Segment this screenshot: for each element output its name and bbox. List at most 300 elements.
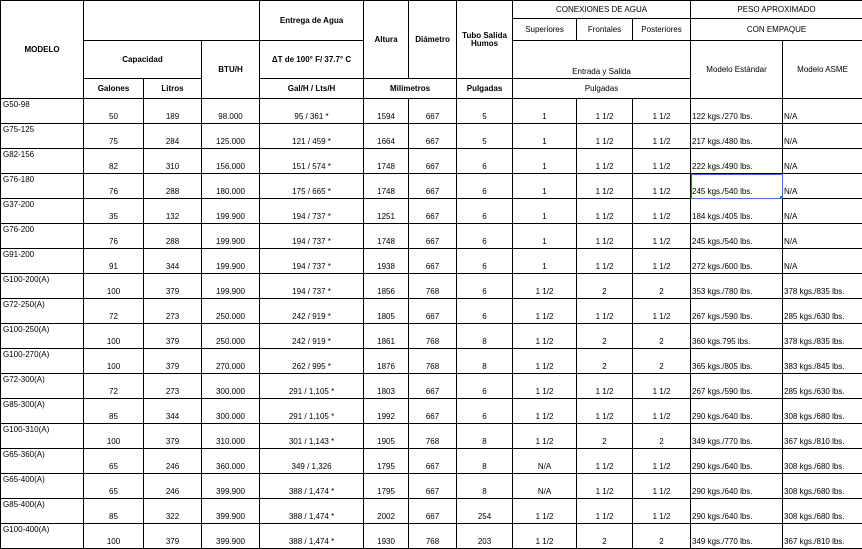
cell-modelo[interactable]: G37-200 [1, 199, 84, 224]
header-diametro[interactable] [409, 1, 457, 79]
cell-modelo[interactable]: G85-300(A) [1, 399, 84, 424]
table-row [1, 199, 862, 224]
header-estandar-label: Modelo Estándar [706, 65, 766, 74]
header-capacidad[interactable] [84, 41, 202, 79]
cell-tubo[interactable]: 8 [457, 349, 513, 374]
cell-btu[interactable]: 300.000 [202, 374, 260, 399]
cell-tubo[interactable]: 6 [457, 249, 513, 274]
cell-estandar[interactable]: 360 kgs.795 lbs. [691, 324, 783, 349]
cell-altura[interactable]: 1795 [364, 474, 409, 499]
cell-estandar[interactable]: 290 kgs./640 lbs. [691, 499, 783, 524]
cell-posteriores[interactable]: 1 1/2 [633, 499, 691, 524]
cell-superiores[interactable]: 1 1/2 [513, 524, 577, 549]
cell-frontales[interactable]: 1 1/2 [577, 149, 633, 174]
header-milimetros-label: Milímetros [390, 84, 430, 93]
cell-estandar[interactable]: 349 kgs./770 lbs. [691, 524, 783, 549]
table-row [1, 99, 862, 124]
cell-altura[interactable]: 1856 [364, 274, 409, 299]
header-entrada-salida-label: Entrada y Salida [572, 67, 631, 76]
header-asme-label: Modelo ASME [797, 65, 848, 74]
table-row [1, 424, 862, 449]
cell-btu[interactable]: 250.000 [202, 299, 260, 324]
cell-modelo[interactable]: G65-360(A) [1, 449, 84, 474]
cell-superiores[interactable]: 1 1/2 [513, 424, 577, 449]
cell-posteriores[interactable]: 1 1/2 [633, 224, 691, 249]
cell-tubo[interactable]: 254 [457, 499, 513, 524]
cell-posteriores[interactable]: 1 1/2 [633, 199, 691, 224]
cell-modelo[interactable]: G85-400(A) [1, 499, 84, 524]
cell-entrega[interactable]: 194 / 737 * [260, 224, 364, 249]
cell-galones[interactable]: 100 [84, 424, 144, 449]
header-litros-label: Litros [161, 84, 183, 93]
cell-tubo[interactable]: 6 [457, 374, 513, 399]
cell-litros[interactable]: 288 [144, 224, 202, 249]
cell-superiores[interactable]: 1 [513, 249, 577, 274]
cell-entrega[interactable]: 291 / 1,105 * [260, 374, 364, 399]
cell-diametro[interactable]: 768 [409, 424, 457, 449]
header-delta[interactable] [260, 41, 364, 79]
cell-posteriores[interactable]: 1 1/2 [633, 399, 691, 424]
cell-diametro[interactable]: 667 [409, 299, 457, 324]
cell-altura[interactable]: 1748 [364, 224, 409, 249]
cell-galones[interactable]: 82 [84, 149, 144, 174]
cell-btu[interactable]: 98.000 [202, 99, 260, 124]
cell-tubo[interactable]: 8 [457, 424, 513, 449]
header-peso-label: PESO APROXIMADO [737, 5, 815, 14]
cell-entrega[interactable]: 262 / 995 * [260, 349, 364, 374]
cell-tubo[interactable]: 6 [457, 224, 513, 249]
cell-modelo[interactable]: G72-300(A) [1, 374, 84, 399]
cell-asme[interactable]: N/A [783, 124, 862, 149]
cell-modelo[interactable]: G100-310(A) [1, 424, 84, 449]
table-row [1, 224, 862, 249]
cell-btu[interactable]: 399.900 [202, 524, 260, 549]
cell-altura[interactable]: 1930 [364, 524, 409, 549]
cell-estandar[interactable]: 267 kgs./590 lbs. [691, 374, 783, 399]
cell-galones[interactable]: 100 [84, 349, 144, 374]
cell-posteriores[interactable]: 2 [633, 324, 691, 349]
cell-estandar[interactable]: 245 kgs./540 lbs. [691, 174, 783, 199]
table-row [1, 149, 862, 174]
table-row [1, 399, 862, 424]
cell-estandar[interactable]: 290 kgs./640 lbs. [691, 399, 783, 424]
cell-posteriores[interactable]: 1 1/2 [633, 249, 691, 274]
header-conexiones-label: CONEXIONES DE AGUA [556, 5, 647, 14]
cell-litros[interactable]: 288 [144, 174, 202, 199]
cell-galones[interactable]: 76 [84, 174, 144, 199]
cell-modelo[interactable]: G50-98 [1, 99, 84, 124]
cell-asme[interactable]: 308 kgs./680 lbs. [783, 499, 862, 524]
cell-altura[interactable]: 1748 [364, 174, 409, 199]
cell-estandar[interactable]: 222 kgs./490 lbs. [691, 149, 783, 174]
cell-altura[interactable]: 1861 [364, 324, 409, 349]
cell-altura[interactable]: 1664 [364, 124, 409, 149]
table-row [1, 374, 862, 399]
cell-btu[interactable]: 199.900 [202, 249, 260, 274]
cell-estandar[interactable]: 217 kgs./480 lbs. [691, 124, 783, 149]
cell-modelo[interactable]: G100-270(A) [1, 349, 84, 374]
cell-posteriores[interactable]: 1 1/2 [633, 174, 691, 199]
cell-posteriores[interactable]: 1 1/2 [633, 374, 691, 399]
table-row [1, 299, 862, 324]
cell-litros[interactable]: 379 [144, 349, 202, 374]
cell-asme[interactable]: 367 kgs./810 lbs. [783, 424, 862, 449]
cell-asme[interactable]: 378 kgs./835 lbs. [783, 324, 862, 349]
cell-diametro[interactable]: 768 [409, 524, 457, 549]
cell-entrega[interactable]: 242 / 919 * [260, 299, 364, 324]
cell-galones[interactable]: 72 [84, 374, 144, 399]
cell-tubo[interactable]: 203 [457, 524, 513, 549]
cell-modelo[interactable]: G65-400(A) [1, 474, 84, 499]
header-tubo-label: Tubo Salida Humos [462, 31, 507, 48]
cell-litros[interactable]: 310 [144, 149, 202, 174]
cell-altura[interactable]: 1992 [364, 399, 409, 424]
header-altura-label: Altura [374, 35, 397, 44]
cell-estandar[interactable]: 290 kgs./640 lbs. [691, 449, 783, 474]
header-gal-lts-label: Gal/H / Lts/H [288, 84, 336, 93]
cell-entrega[interactable]: 242 / 919 * [260, 324, 364, 349]
cell-tubo[interactable]: 5 [457, 124, 513, 149]
cell-btu[interactable]: 399.900 [202, 474, 260, 499]
cell-galones[interactable]: 65 [84, 449, 144, 474]
header-pulgadas2[interactable] [513, 79, 691, 99]
cell-litros[interactable]: 344 [144, 249, 202, 274]
cell-litros[interactable]: 246 [144, 449, 202, 474]
cell-entrega[interactable]: 194 / 737 * [260, 249, 364, 274]
header-modelo-label: MODELO [24, 45, 59, 54]
cell-galones[interactable]: 50 [84, 99, 144, 124]
cell-btu[interactable]: 156.000 [202, 149, 260, 174]
cell-diametro[interactable]: 667 [409, 174, 457, 199]
cell-estandar[interactable]: 290 kgs./640 lbs. [691, 474, 783, 499]
cell-frontales[interactable]: 1 1/2 [577, 374, 633, 399]
cell-galones[interactable]: 85 [84, 399, 144, 424]
header-blank[interactable] [84, 1, 260, 41]
header-pulgadas2-label: Pulgadas [585, 84, 618, 93]
cell-galones[interactable]: 76 [84, 224, 144, 249]
header-posteriores-label: Posteriores [641, 25, 681, 34]
cell-litros[interactable]: 344 [144, 399, 202, 424]
cell-litros[interactable]: 322 [144, 499, 202, 524]
cell-btu[interactable]: 125.000 [202, 124, 260, 149]
cell-frontales[interactable]: 1 1/2 [577, 299, 633, 324]
cell-asme[interactable]: 285 kgs./630 lbs. [783, 374, 862, 399]
cell-diametro[interactable]: 667 [409, 374, 457, 399]
header-asme[interactable] [783, 41, 862, 99]
cell-frontales[interactable]: 1 1/2 [577, 474, 633, 499]
cell-superiores[interactable]: 1 1/2 [513, 349, 577, 374]
cell-entrega[interactable]: 194 / 737 * [260, 199, 364, 224]
cell-diametro[interactable]: 667 [409, 449, 457, 474]
cell-diametro[interactable]: 667 [409, 399, 457, 424]
cell-tubo[interactable]: 6 [457, 174, 513, 199]
cell-superiores[interactable]: N/A [513, 449, 577, 474]
header-delta-label: ΔT de 100° F/ 37.7° C [272, 55, 351, 64]
cell-entrega[interactable]: 194 / 737 * [260, 274, 364, 299]
header-milimetros[interactable] [364, 79, 457, 99]
cell-entrega[interactable]: 388 / 1,474 * [260, 524, 364, 549]
header-modelo[interactable] [1, 1, 84, 99]
cell-altura[interactable]: 2002 [364, 499, 409, 524]
cell-btu[interactable]: 360.000 [202, 449, 260, 474]
cell-litros[interactable]: 379 [144, 324, 202, 349]
cell-galones[interactable]: 65 [84, 474, 144, 499]
cell-asme[interactable]: 285 kgs./630 lbs. [783, 299, 862, 324]
cell-galones[interactable]: 100 [84, 324, 144, 349]
header-btu[interactable] [202, 41, 260, 99]
cell-diametro[interactable]: 667 [409, 249, 457, 274]
cell-tubo[interactable]: 5 [457, 99, 513, 124]
cell-estandar[interactable]: 365 kgs./805 lbs. [691, 349, 783, 374]
table-row [1, 474, 862, 499]
cell-frontales[interactable]: 2 [577, 349, 633, 374]
header-empaque-label: CON EMPAQUE [747, 25, 806, 34]
cell-frontales[interactable]: 1 1/2 [577, 224, 633, 249]
cell-estandar[interactable]: 349 kgs./770 lbs. [691, 424, 783, 449]
cell-tubo[interactable]: 8 [457, 474, 513, 499]
header-altura[interactable] [364, 1, 409, 79]
cell-entrega[interactable]: 388 / 1,474 * [260, 474, 364, 499]
cell-asme[interactable]: 383 kgs./845 lbs. [783, 349, 862, 374]
header-gal-lts[interactable] [260, 79, 364, 99]
table-body [1, 99, 862, 549]
cell-asme[interactable]: 308 kgs./680 lbs. [783, 449, 862, 474]
cell-diametro[interactable]: 667 [409, 499, 457, 524]
cell-estandar[interactable]: 353 kgs./780 lbs. [691, 274, 783, 299]
cell-estandar[interactable]: 267 kgs./590 lbs. [691, 299, 783, 324]
table-row [1, 524, 862, 549]
cell-posteriores[interactable]: 1 1/2 [633, 149, 691, 174]
cell-asme[interactable]: 308 kgs./680 lbs. [783, 399, 862, 424]
cell-altura[interactable]: 1748 [364, 149, 409, 174]
header-posteriores[interactable] [633, 19, 691, 41]
cell-superiores[interactable]: 1 [513, 99, 577, 124]
cell-superiores[interactable]: N/A [513, 474, 577, 499]
header-peso[interactable] [691, 1, 862, 19]
cell-asme[interactable]: N/A [783, 99, 862, 124]
cell-diametro[interactable]: 667 [409, 149, 457, 174]
cell-frontales[interactable]: 1 1/2 [577, 124, 633, 149]
cell-entrega[interactable]: 151 / 574 * [260, 149, 364, 174]
table-row [1, 449, 862, 474]
cell-posteriores[interactable]: 1 1/2 [633, 474, 691, 499]
cell-posteriores[interactable]: 1 1/2 [633, 299, 691, 324]
cell-litros[interactable]: 246 [144, 474, 202, 499]
cell-modelo[interactable]: G91-200 [1, 249, 84, 274]
cell-frontales[interactable]: 1 1/2 [577, 249, 633, 274]
cell-galones[interactable]: 100 [84, 524, 144, 549]
header-tubo[interactable] [457, 1, 513, 79]
table-row [1, 274, 862, 299]
cell-superiores[interactable]: 1 1/2 [513, 274, 577, 299]
cell-btu[interactable]: 310.000 [202, 424, 260, 449]
cell-posteriores[interactable]: 2 [633, 424, 691, 449]
cell-modelo[interactable]: G82-156 [1, 149, 84, 174]
cell-estandar[interactable]: 272 kgs./600 lbs. [691, 249, 783, 274]
cell-entrega[interactable]: 349 / 1,326 [260, 449, 364, 474]
cell-diametro[interactable]: 667 [409, 224, 457, 249]
cell-posteriores[interactable]: 2 [633, 349, 691, 374]
header-pulgadas[interactable] [457, 79, 513, 99]
cell-asme[interactable]: N/A [783, 174, 862, 199]
cell-modelo[interactable]: G100-250(A) [1, 324, 84, 349]
header-galones[interactable] [84, 79, 144, 99]
cell-litros[interactable]: 132 [144, 199, 202, 224]
cell-galones[interactable]: 75 [84, 124, 144, 149]
cell-litros[interactable]: 189 [144, 99, 202, 124]
table-row [1, 249, 862, 274]
cell-altura[interactable]: 1876 [364, 349, 409, 374]
header-diametro-label: Diámetro [415, 35, 450, 44]
table-row [1, 349, 862, 374]
cell-galones[interactable]: 72 [84, 299, 144, 324]
cell-altura[interactable]: 1795 [364, 449, 409, 474]
cell-tubo[interactable]: 6 [457, 299, 513, 324]
cell-galones[interactable]: 85 [84, 499, 144, 524]
cell-frontales[interactable]: 1 1/2 [577, 449, 633, 474]
cell-frontales[interactable]: 2 [577, 324, 633, 349]
cell-litros[interactable]: 379 [144, 274, 202, 299]
cell-galones[interactable]: 91 [84, 249, 144, 274]
cell-modelo[interactable]: G75-125 [1, 124, 84, 149]
cell-btu[interactable]: 250.000 [202, 324, 260, 349]
cell-superiores[interactable]: 1 1/2 [513, 374, 577, 399]
cell-posteriores[interactable]: 2 [633, 274, 691, 299]
header-entrega-label: Entrega de Agua [280, 16, 343, 25]
cell-litros[interactable]: 379 [144, 524, 202, 549]
cell-btu[interactable]: 300.000 [202, 399, 260, 424]
header-superiores-label: Superiores [525, 25, 564, 34]
cell-btu[interactable]: 199.900 [202, 274, 260, 299]
cell-asme[interactable]: 308 kgs./680 lbs. [783, 474, 862, 499]
cell-frontales[interactable]: 1 1/2 [577, 174, 633, 199]
cell-btu[interactable]: 399.900 [202, 499, 260, 524]
cell-estandar[interactable]: 245 kgs./540 lbs. [691, 224, 783, 249]
cell-modelo[interactable]: G100-400(A) [1, 524, 84, 549]
cell-altura[interactable]: 1251 [364, 199, 409, 224]
cell-btu[interactable]: 180.000 [202, 174, 260, 199]
cell-altura[interactable]: 1594 [364, 99, 409, 124]
cell-modelo[interactable]: G76-200 [1, 224, 84, 249]
cell-diametro[interactable]: 667 [409, 199, 457, 224]
cell-superiores[interactable]: 1 1/2 [513, 399, 577, 424]
cell-entrega[interactable]: 121 / 459 * [260, 124, 364, 149]
cell-modelo[interactable]: G100-200(A) [1, 274, 84, 299]
cell-entrega[interactable]: 95 / 361 * [260, 99, 364, 124]
cell-frontales[interactable]: 1 1/2 [577, 199, 633, 224]
cell-frontales[interactable]: 2 [577, 524, 633, 549]
cell-litros[interactable]: 273 [144, 374, 202, 399]
cell-btu[interactable]: 199.900 [202, 199, 260, 224]
cell-estandar[interactable]: 184 kgs./405 lbs. [691, 199, 783, 224]
cell-asme[interactable]: 367 kgs./810 lbs. [783, 524, 862, 549]
cell-entrega[interactable]: 301 / 1,143 * [260, 424, 364, 449]
table-row [1, 124, 862, 149]
cell-litros[interactable]: 284 [144, 124, 202, 149]
cell-litros[interactable]: 379 [144, 424, 202, 449]
cell-btu[interactable]: 270.000 [202, 349, 260, 374]
cell-asme[interactable]: N/A [783, 249, 862, 274]
cell-altura[interactable]: 1905 [364, 424, 409, 449]
cell-tubo[interactable]: 6 [457, 399, 513, 424]
header-superiores[interactable] [513, 19, 577, 41]
cell-superiores[interactable]: 1 1/2 [513, 299, 577, 324]
cell-superiores[interactable]: 1 [513, 174, 577, 199]
cell-galones[interactable]: 35 [84, 199, 144, 224]
cell-entrega[interactable]: 175 / 665 * [260, 174, 364, 199]
cell-frontales[interactable]: 2 [577, 274, 633, 299]
cell-tubo[interactable]: 8 [457, 324, 513, 349]
header-btu-label: BTU/H [218, 65, 242, 74]
cell-litros[interactable]: 273 [144, 299, 202, 324]
cell-diametro[interactable]: 768 [409, 274, 457, 299]
cell-asme[interactable]: N/A [783, 224, 862, 249]
cell-diametro[interactable]: 667 [409, 124, 457, 149]
header-pulgadas-label: Pulgadas [467, 84, 503, 93]
cell-diametro[interactable]: 667 [409, 474, 457, 499]
header-capacidad-label: Capacidad [122, 55, 162, 64]
cell-tubo[interactable]: 6 [457, 149, 513, 174]
cell-asme[interactable]: N/A [783, 199, 862, 224]
header-litros[interactable] [144, 79, 202, 99]
cell-posteriores[interactable]: 1 1/2 [633, 449, 691, 474]
cell-posteriores[interactable]: 2 [633, 524, 691, 549]
cell-galones[interactable]: 100 [84, 274, 144, 299]
header-galones-label: Galones [98, 84, 130, 93]
header-estandar[interactable] [691, 41, 783, 99]
cell-superiores[interactable]: 1 [513, 149, 577, 174]
cell-btu[interactable]: 199.900 [202, 224, 260, 249]
header-entrada-salida[interactable] [513, 41, 691, 79]
cell-entrega[interactable]: 291 / 1,105 * [260, 399, 364, 424]
header-conexiones[interactable] [513, 1, 691, 19]
header-empaque[interactable] [691, 19, 862, 41]
cell-altura[interactable]: 1803 [364, 374, 409, 399]
cell-frontales[interactable]: 1 1/2 [577, 99, 633, 124]
table-row [1, 324, 862, 349]
table-row [1, 174, 862, 199]
cell-diametro[interactable]: 768 [409, 324, 457, 349]
cell-tubo[interactable]: 8 [457, 449, 513, 474]
cell-asme[interactable]: N/A [783, 149, 862, 174]
header-frontales-label: Frontales [588, 25, 621, 34]
cell-tubo[interactable]: 6 [457, 274, 513, 299]
cell-superiores[interactable]: 1 1/2 [513, 499, 577, 524]
cell-modelo[interactable]: G76-180 [1, 174, 84, 199]
header-entrega[interactable] [260, 1, 364, 41]
cell-frontales[interactable]: 1 1/2 [577, 499, 633, 524]
cell-diametro[interactable]: 667 [409, 99, 457, 124]
table-row [1, 499, 862, 524]
cell-altura[interactable]: 1938 [364, 249, 409, 274]
cell-asme[interactable]: 378 kgs./835 lbs. [783, 274, 862, 299]
cell-frontales[interactable]: 1 1/2 [577, 399, 633, 424]
cell-entrega[interactable]: 388 / 1,474 * [260, 499, 364, 524]
cell-altura[interactable]: 1805 [364, 299, 409, 324]
cell-tubo[interactable]: 6 [457, 199, 513, 224]
cell-estandar[interactable]: 122 kgs./270 lbs. [691, 99, 783, 124]
cell-modelo[interactable]: G72-250(A) [1, 299, 84, 324]
cell-superiores[interactable]: 1 1/2 [513, 324, 577, 349]
cell-diametro[interactable]: 768 [409, 349, 457, 374]
header-frontales[interactable] [577, 19, 633, 41]
cell-superiores[interactable]: 1 [513, 224, 577, 249]
cell-posteriores[interactable]: 1 1/2 [633, 124, 691, 149]
cell-posteriores[interactable]: 1 1/2 [633, 99, 691, 124]
cell-superiores[interactable]: 1 [513, 124, 577, 149]
cell-superiores[interactable]: 1 [513, 199, 577, 224]
cell-frontales[interactable]: 2 [577, 424, 633, 449]
